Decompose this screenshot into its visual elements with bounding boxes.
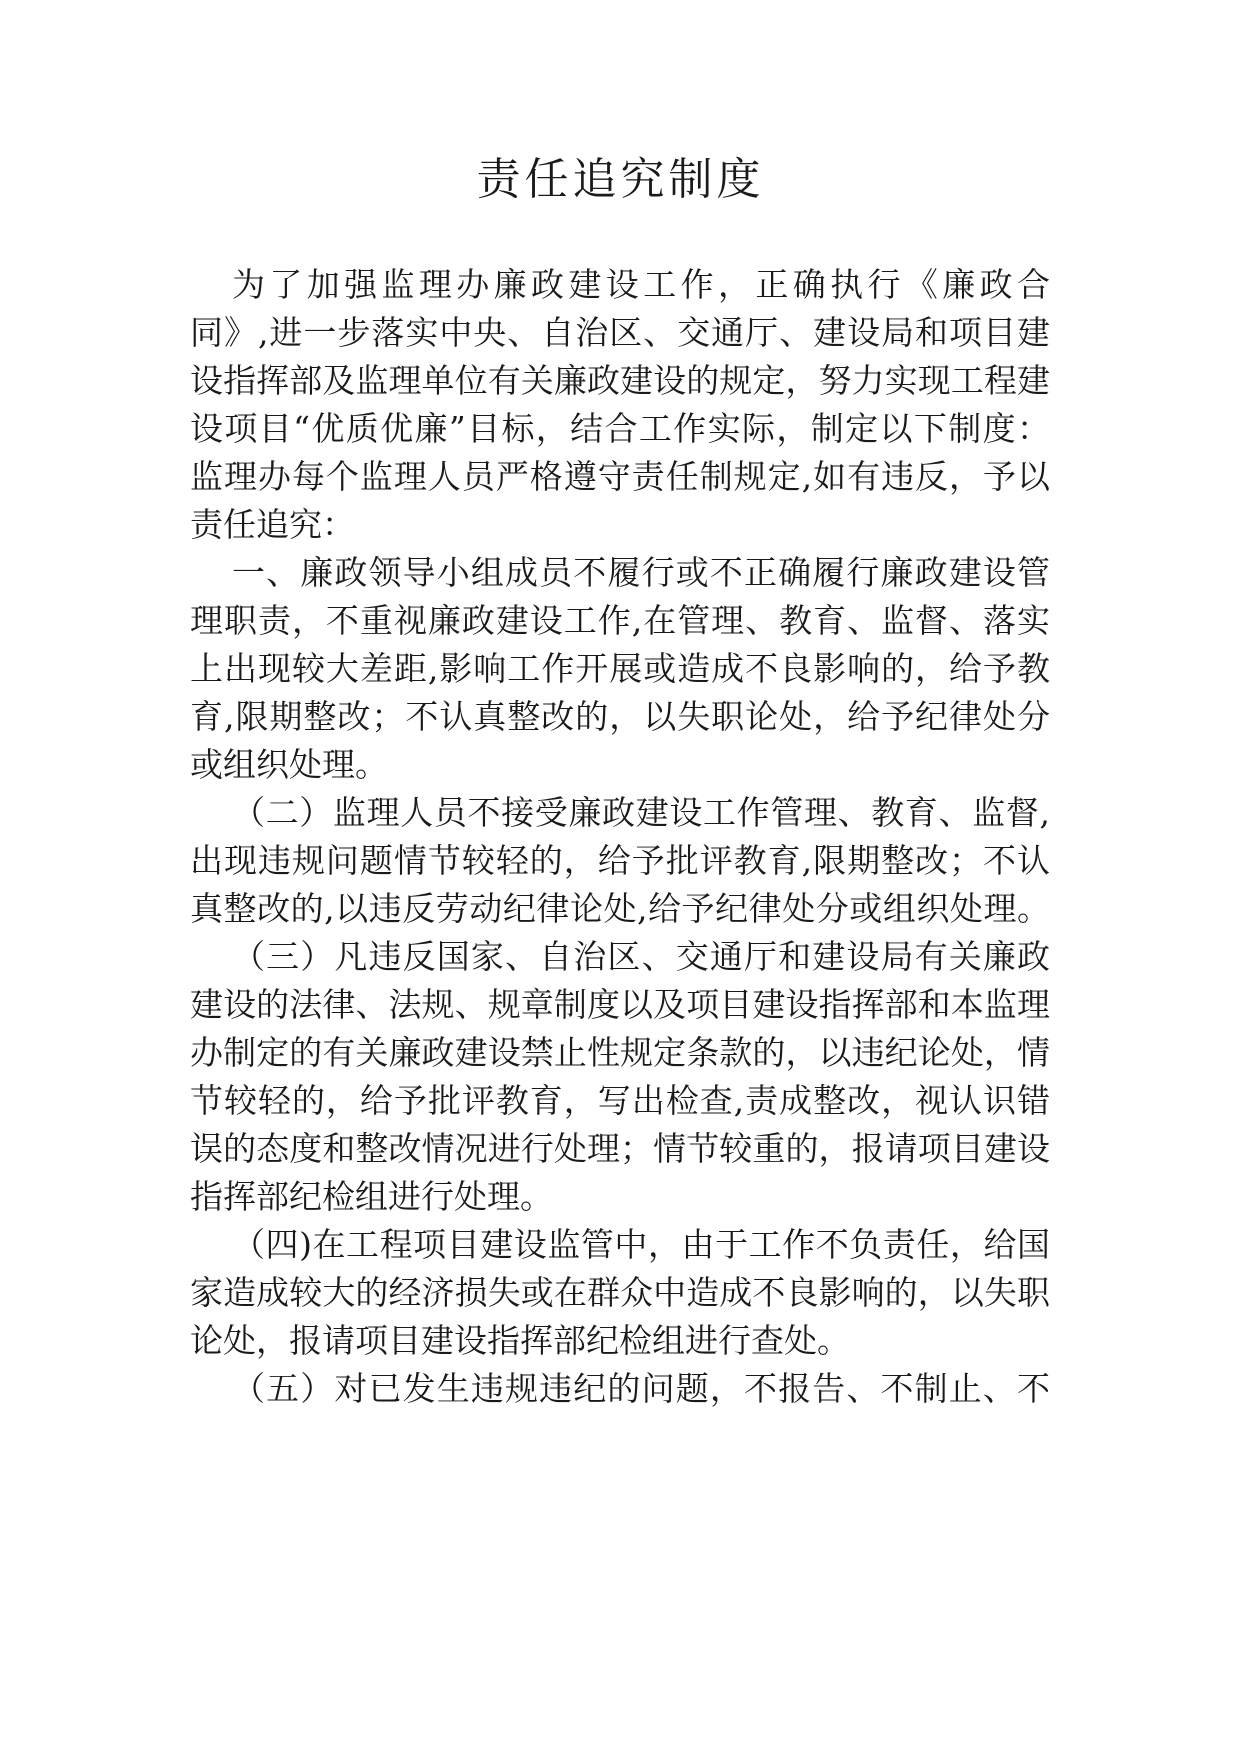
document-title: 责任追究制度 [476, 154, 765, 205]
paragraph-line: （四)在工程项目建设监管中，由于工作不负责任，给国 [232, 1225, 1050, 1264]
paragraph-line: 同》,进一步落实中央、自治区、交通厅、建设局和项目建 [190, 313, 1050, 352]
paragraph-line: 监理办每个监理人员严格遵守责任制规定,如有违反，予以 [190, 457, 1050, 496]
paragraph-line: 一、廉政领导小组成员不履行或不正确履行廉政建设管 [232, 553, 1050, 592]
paragraph-line: 或组织处理。 [190, 745, 388, 784]
paragraph-line: （二）监理人员不接受廉政建设工作管理、教育、监督, [232, 793, 1050, 832]
paragraph-line: 设项目“优质优廉”目标，结合工作实际，制定以下制度： [190, 409, 1050, 448]
paragraph-line: 上出现较大差距,影响工作开展或造成不良影响的，给予教 [190, 649, 1050, 688]
paragraph-line: 理职责，不重视廉政建设工作,在管理、教育、监督、落实 [190, 601, 1050, 640]
paragraph-line: （五）对已发生违规违纪的问题，不报告、不制止、不 [232, 1369, 1050, 1408]
paragraph-line: （三）凡违反国家、自治区、交通厅和建设局有关廉政 [232, 937, 1050, 976]
paragraph-line: 家造成较大的经济损失或在群众中造成不良影响的，以失职 [190, 1273, 1050, 1312]
paragraph-line: 论处，报请项目建设指挥部纪检组进行查处。 [190, 1321, 850, 1360]
paragraph-line: 误的态度和整改情况进行处理；情节较重的，报请项目建设 [190, 1129, 1050, 1168]
paragraph-line: 节较轻的，给予批评教育，写出检查,责成整改，视认识错 [190, 1081, 1050, 1120]
paragraph-line: 为了加强监理办廉政建设工作，正确执行《廉政合 [232, 265, 1050, 304]
paragraph-line: 育,限期整改；不认真整改的，以失职论处，给予纪律处分 [190, 697, 1050, 736]
paragraph-line: 出现违规问题情节较轻的，给予批评教育,限期整改；不认 [190, 841, 1050, 880]
paragraph-line: 指挥部纪检组进行处理。 [190, 1177, 553, 1216]
paragraph-line: 责任追究： [190, 505, 355, 544]
paragraph-line: 设指挥部及监理单位有关廉政建设的规定，努力实现工程建 [190, 361, 1050, 400]
paragraph-line: 办制定的有关廉政建设禁止性规定条款的，以违纪论处，情 [190, 1033, 1050, 1072]
paragraph-line: 建设的法律、法规、规章制度以及项目建设指挥部和本监理 [190, 985, 1050, 1024]
paragraph-line: 真整改的,以违反劳动纪律论处,给予纪律处分或组织处理。 [190, 889, 1050, 928]
